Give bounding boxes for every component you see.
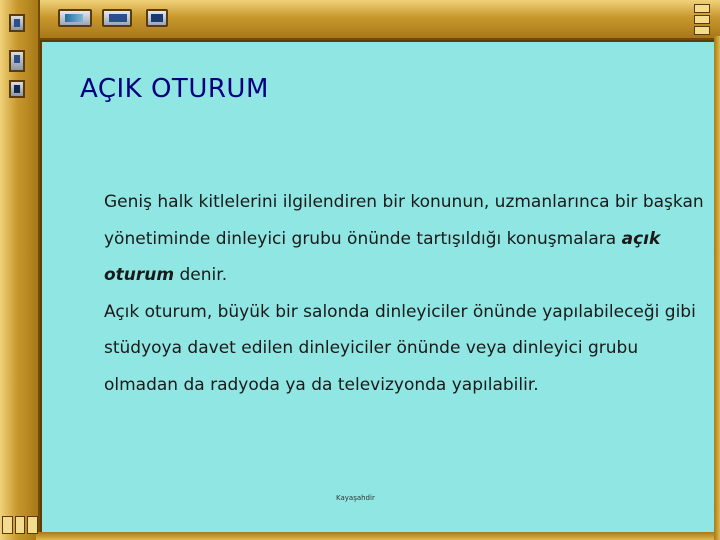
footer-author: Kayaşahdir: [336, 494, 375, 502]
corner-grid-icon: [2, 516, 38, 534]
paragraph-details: Açık oturum, büyük bir salonda dinleyiciler önünde yapılabileceği gibi stüdyoya davet edilen dinleyiciler önünde veya dinleyici grubu olmadan da radyoda ya da televizyonda yapılabilir.: [104, 301, 696, 395]
emphasized-term: açık oturum: [104, 228, 661, 285]
monitor-icon: [102, 9, 132, 27]
frame-bottom-bar: [36, 532, 720, 540]
frame-top-bar: [36, 0, 720, 40]
slide-title: AÇIK OTURUM: [80, 74, 269, 104]
corner-grid-icon: [694, 4, 710, 32]
slide-body: [104, 184, 704, 403]
side-window-icon: [9, 80, 25, 98]
side-window-icon: [9, 50, 25, 72]
paragraph-text: denir.: [174, 265, 228, 285]
paragraph-definition: [104, 184, 704, 294]
window-icon: [58, 9, 92, 27]
frame-right-bar: [714, 36, 720, 540]
paragraph-text: Geniş halk kitlelerini ilgilendiren bir konunun, uzmanlarınca bir başkan yönetiminde dinleyici grubu önünde tartışıldığı konuşmalara: [104, 192, 704, 249]
screen-icon: [146, 9, 168, 27]
side-window-icon: [9, 14, 25, 32]
